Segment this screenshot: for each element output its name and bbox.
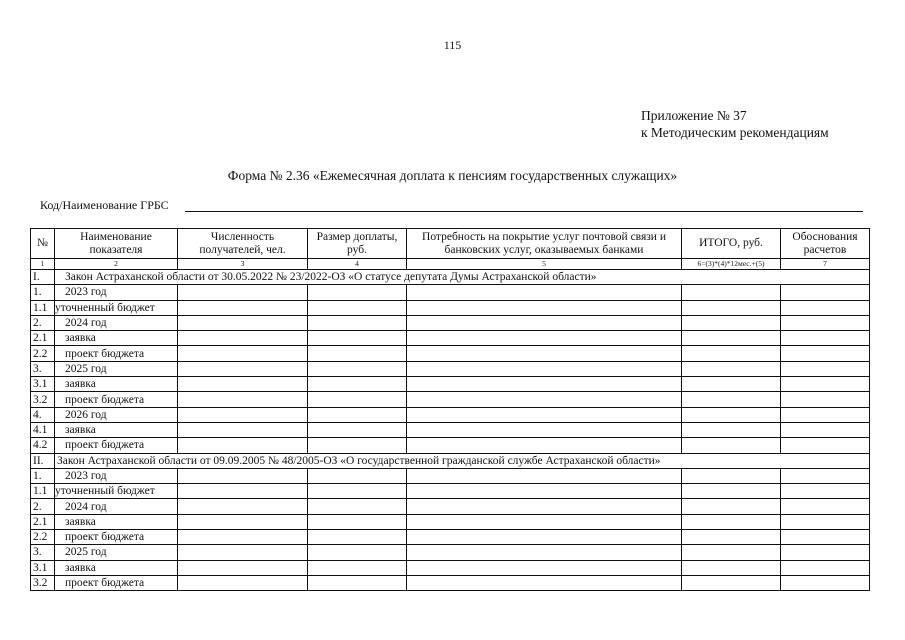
column-header: Обоснования расчетов	[781, 229, 870, 259]
table-row	[31, 438, 870, 453]
input-cell[interactable]	[308, 315, 407, 330]
section-title: Закон Астраханской области от 09.09.2005 № 48/2005-ОЗ «О государственной гражданской службе Астраханской области»	[55, 453, 870, 468]
row-number: 2.2	[31, 346, 55, 361]
input-cell[interactable]	[781, 392, 870, 407]
column-header: ИТОГО, руб.	[682, 229, 781, 259]
input-cell[interactable]	[178, 361, 308, 376]
table-row	[31, 530, 870, 545]
table-row	[31, 514, 870, 529]
section-row	[31, 453, 870, 468]
input-cell[interactable]	[308, 300, 407, 315]
input-cell[interactable]	[781, 514, 870, 529]
input-cell[interactable]	[407, 575, 682, 590]
row-number: 3.1	[31, 560, 55, 575]
input-cell[interactable]	[308, 422, 407, 437]
input-cell[interactable]	[781, 499, 870, 514]
input-cell[interactable]	[781, 361, 870, 376]
input-cell[interactable]	[781, 575, 870, 590]
input-cell[interactable]	[178, 331, 308, 346]
input-cell[interactable]	[308, 499, 407, 514]
input-cell[interactable]	[407, 468, 682, 483]
row-number: 2.1	[31, 331, 55, 346]
table-row	[31, 575, 870, 590]
input-cell[interactable]	[407, 499, 682, 514]
input-cell[interactable]	[308, 545, 407, 560]
input-cell[interactable]	[781, 300, 870, 315]
input-cell[interactable]	[682, 300, 781, 315]
row-number: 3.2	[31, 575, 55, 590]
input-cell[interactable]	[308, 331, 407, 346]
input-cell[interactable]	[682, 575, 781, 590]
row-label: проект бюджета	[55, 438, 178, 453]
appendix-line-2: к Методическим рекомендациям	[641, 125, 829, 140]
input-cell[interactable]	[407, 514, 682, 529]
row-label: заявка	[55, 560, 178, 575]
row-number: 3.2	[31, 392, 55, 407]
table-row	[31, 407, 870, 422]
input-cell[interactable]	[178, 560, 308, 575]
input-cell[interactable]	[308, 346, 407, 361]
input-cell[interactable]	[781, 560, 870, 575]
input-cell[interactable]	[178, 422, 308, 437]
input-cell[interactable]	[781, 331, 870, 346]
input-cell[interactable]	[178, 300, 308, 315]
input-cell[interactable]	[178, 468, 308, 483]
table-row	[31, 392, 870, 407]
input-cell[interactable]	[682, 285, 781, 300]
input-cell[interactable]	[178, 484, 308, 499]
row-number: 1.	[31, 468, 55, 483]
input-cell[interactable]	[781, 484, 870, 499]
input-cell[interactable]	[682, 438, 781, 453]
column-header: Размер доплаты, руб.	[308, 229, 407, 259]
row-label: 2026 год	[55, 407, 178, 422]
input-cell[interactable]	[308, 514, 407, 529]
appendix-note	[641, 107, 829, 141]
row-label: 2024 год	[55, 315, 178, 330]
input-cell[interactable]	[308, 361, 407, 376]
table-row	[31, 484, 870, 499]
row-label: проект бюджета	[55, 575, 178, 590]
input-cell[interactable]	[308, 377, 407, 392]
row-number: 2.	[31, 315, 55, 330]
input-cell[interactable]	[178, 285, 308, 300]
input-cell[interactable]	[178, 392, 308, 407]
row-number: 3.1	[31, 377, 55, 392]
input-cell[interactable]	[407, 331, 682, 346]
column-header: Потребность на покрытие услуг почтовой связи и банковских услуг, оказываемых банками	[407, 229, 682, 259]
input-cell[interactable]	[308, 484, 407, 499]
input-cell[interactable]	[682, 484, 781, 499]
budget-table	[30, 228, 870, 591]
row-number: 3.	[31, 545, 55, 560]
section-title: Закон Астраханской области от 30.05.2022 № 23/2022-ОЗ «О статусе депутата Думы Астраханской области»	[55, 270, 870, 285]
input-cell[interactable]	[178, 438, 308, 453]
input-cell[interactable]	[682, 530, 781, 545]
row-number: 4.1	[31, 422, 55, 437]
input-cell[interactable]	[682, 514, 781, 529]
column-number: 4	[308, 259, 407, 270]
input-cell[interactable]	[781, 407, 870, 422]
input-cell[interactable]	[682, 346, 781, 361]
row-label: проект бюджета	[55, 392, 178, 407]
input-cell[interactable]	[308, 438, 407, 453]
input-cell[interactable]	[178, 530, 308, 545]
table-row	[31, 545, 870, 560]
input-cell[interactable]	[308, 407, 407, 422]
input-cell[interactable]	[308, 285, 407, 300]
input-cell[interactable]	[178, 514, 308, 529]
row-number: 1.1	[31, 300, 55, 315]
table-row	[31, 285, 870, 300]
input-cell[interactable]	[682, 545, 781, 560]
input-cell[interactable]	[682, 331, 781, 346]
input-cell[interactable]	[407, 300, 682, 315]
input-cell[interactable]	[682, 422, 781, 437]
appendix-line-1: Приложение № 37	[641, 108, 747, 123]
input-cell[interactable]	[682, 315, 781, 330]
input-cell[interactable]	[178, 315, 308, 330]
row-number: 2.2	[31, 530, 55, 545]
input-cell[interactable]	[407, 346, 682, 361]
table-row	[31, 300, 870, 315]
table-header-row	[31, 229, 870, 259]
input-cell[interactable]	[407, 422, 682, 437]
input-cell[interactable]	[178, 575, 308, 590]
column-header: Наименование показателя	[55, 229, 178, 259]
table-row	[31, 346, 870, 361]
row-label: заявка	[55, 377, 178, 392]
row-label: 2025 год	[55, 361, 178, 376]
input-cell[interactable]	[308, 468, 407, 483]
input-cell[interactable]	[178, 377, 308, 392]
table-row	[31, 361, 870, 376]
row-number: 3.	[31, 361, 55, 376]
row-label: уточненный бюджет	[55, 300, 178, 315]
row-number: 1.	[31, 285, 55, 300]
column-header: №	[31, 229, 55, 259]
input-cell[interactable]	[781, 377, 870, 392]
row-number: 2.1	[31, 514, 55, 529]
input-cell[interactable]	[407, 315, 682, 330]
input-cell[interactable]	[781, 530, 870, 545]
table-row	[31, 315, 870, 330]
row-number: 4.2	[31, 438, 55, 453]
input-cell[interactable]	[781, 545, 870, 560]
input-cell[interactable]	[682, 560, 781, 575]
row-label: 2025 год	[55, 545, 178, 560]
row-label: заявка	[55, 331, 178, 346]
page-number: 115	[443, 38, 462, 52]
table-row	[31, 560, 870, 575]
input-cell[interactable]	[407, 438, 682, 453]
grbs-label: Код/Наименование ГРБС	[40, 198, 169, 212]
input-cell[interactable]	[407, 545, 682, 560]
form-title: Форма № 2.36 «Ежемесячная доплата к пенсиям государственных служащих»	[227, 168, 678, 183]
row-label: проект бюджета	[55, 346, 178, 361]
input-cell[interactable]	[407, 285, 682, 300]
row-number: 2.	[31, 499, 55, 514]
input-cell[interactable]	[781, 315, 870, 330]
input-cell[interactable]	[178, 407, 308, 422]
input-cell[interactable]	[781, 438, 870, 453]
input-cell[interactable]	[682, 407, 781, 422]
row-label: 2024 год	[55, 499, 178, 514]
table-row	[31, 331, 870, 346]
row-number: 4.	[31, 407, 55, 422]
row-label: уточненный бюджет	[55, 484, 178, 499]
table-row	[31, 377, 870, 392]
row-label: 2023 год	[55, 468, 178, 483]
input-cell[interactable]	[682, 499, 781, 514]
input-cell[interactable]	[682, 468, 781, 483]
column-header: Численность получателей, чел.	[178, 229, 308, 259]
input-cell[interactable]	[407, 377, 682, 392]
row-label: заявка	[55, 514, 178, 529]
column-number: 3	[178, 259, 308, 270]
input-cell[interactable]	[407, 361, 682, 376]
input-cell[interactable]	[407, 530, 682, 545]
input-cell[interactable]	[308, 530, 407, 545]
grbs-fill-line	[185, 211, 863, 212]
table-row	[31, 468, 870, 483]
table-row	[31, 422, 870, 437]
column-number-row	[31, 259, 870, 270]
section-number: I.	[31, 270, 55, 285]
input-cell[interactable]	[682, 361, 781, 376]
input-cell[interactable]	[308, 575, 407, 590]
column-number: 2	[55, 259, 178, 270]
input-cell[interactable]	[781, 422, 870, 437]
column-number: 7	[781, 259, 870, 270]
input-cell[interactable]	[781, 285, 870, 300]
input-cell[interactable]	[178, 346, 308, 361]
section-row	[31, 270, 870, 285]
column-number: 6=(3)*(4)*12мес.+(5)	[682, 259, 781, 270]
row-label: 2023 год	[55, 285, 178, 300]
row-label: проект бюджета	[55, 530, 178, 545]
input-cell[interactable]	[178, 545, 308, 560]
section-number: II.	[31, 453, 55, 468]
row-number: 1.1	[31, 484, 55, 499]
input-cell[interactable]	[178, 499, 308, 514]
input-cell[interactable]	[781, 346, 870, 361]
input-cell[interactable]	[682, 392, 781, 407]
input-cell[interactable]	[308, 560, 407, 575]
row-label: заявка	[55, 422, 178, 437]
input-cell[interactable]	[407, 407, 682, 422]
column-number: 1	[31, 259, 55, 270]
column-number: 5	[407, 259, 682, 270]
input-cell[interactable]	[781, 468, 870, 483]
table-row	[31, 499, 870, 514]
input-cell[interactable]	[308, 392, 407, 407]
input-cell[interactable]	[407, 392, 682, 407]
input-cell[interactable]	[407, 484, 682, 499]
input-cell[interactable]	[407, 560, 682, 575]
input-cell[interactable]	[682, 377, 781, 392]
